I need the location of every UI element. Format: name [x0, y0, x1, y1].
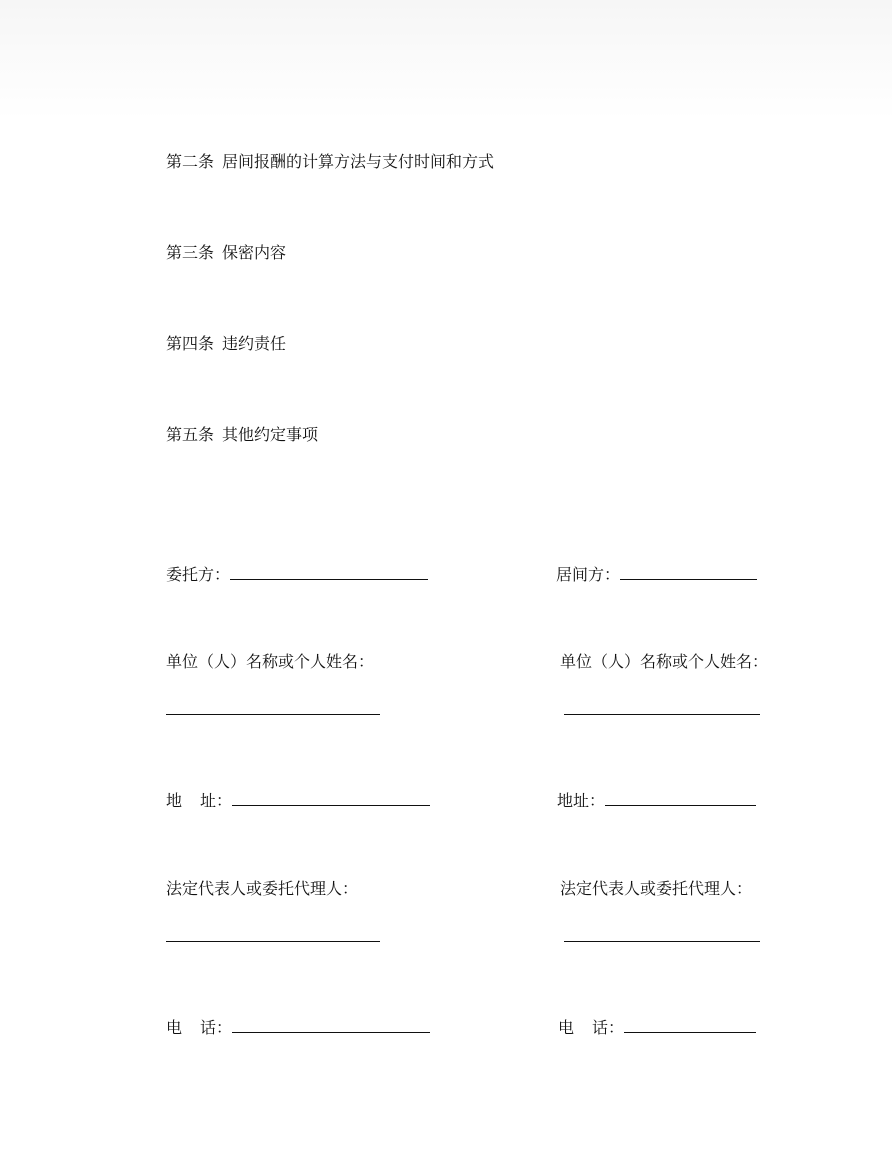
article-number: 第五条: [166, 425, 215, 444]
article-2: [166, 152, 494, 172]
client-address-row: [166, 789, 430, 809]
client-address-label-a: 地: [166, 791, 183, 810]
broker-party-blank[interactable]: [620, 563, 757, 580]
client-unit-label: 单位（人）名称或个人姓名：: [166, 652, 375, 671]
client-phone-row: [166, 1016, 430, 1036]
article-5: [166, 425, 318, 445]
client-party-label: 委托方：: [166, 565, 231, 584]
broker-party-row: [556, 563, 757, 583]
broker-address-label: 地址：: [557, 791, 606, 810]
article-title: 保密内容: [222, 243, 287, 262]
client-address-label-b: 址：: [200, 791, 233, 810]
broker-address-row: [557, 789, 756, 809]
broker-phone-blank[interactable]: [624, 1016, 756, 1033]
broker-rep-label: 法定代表人或委托代理人：: [560, 879, 753, 898]
article-number: 第二条: [166, 152, 215, 171]
client-phone-blank[interactable]: [232, 1016, 430, 1033]
article-4: [166, 334, 286, 354]
client-phone-label-b: 话：: [200, 1018, 233, 1037]
article-3: [166, 243, 286, 263]
client-phone-label-a: 电: [166, 1018, 183, 1037]
article-title: 违约责任: [222, 334, 287, 353]
client-rep-blank[interactable]: [166, 941, 380, 942]
article-title: 其他约定事项: [222, 425, 319, 444]
client-party-blank[interactable]: [230, 563, 428, 580]
client-address-blank[interactable]: [232, 789, 430, 806]
broker-phone-row: [558, 1016, 756, 1036]
broker-address-blank[interactable]: [605, 789, 756, 806]
client-unit-blank[interactable]: [166, 714, 380, 715]
article-title: 居间报酬的计算方法与支付时间和方式: [222, 152, 495, 171]
client-party-row: [166, 563, 428, 583]
broker-rep-blank[interactable]: [564, 941, 760, 942]
broker-unit-blank[interactable]: [564, 714, 760, 715]
client-rep-label: 法定代表人或委托代理人：: [166, 879, 359, 898]
broker-phone-label-a: 电: [558, 1018, 575, 1037]
article-number: 第三条: [166, 243, 215, 262]
page-top-shade: [0, 0, 892, 120]
article-number: 第四条: [166, 334, 215, 353]
broker-party-label: 居间方：: [556, 565, 621, 584]
broker-unit-label: 单位（人）名称或个人姓名：: [560, 652, 769, 671]
broker-phone-label-b: 话：: [592, 1018, 625, 1037]
